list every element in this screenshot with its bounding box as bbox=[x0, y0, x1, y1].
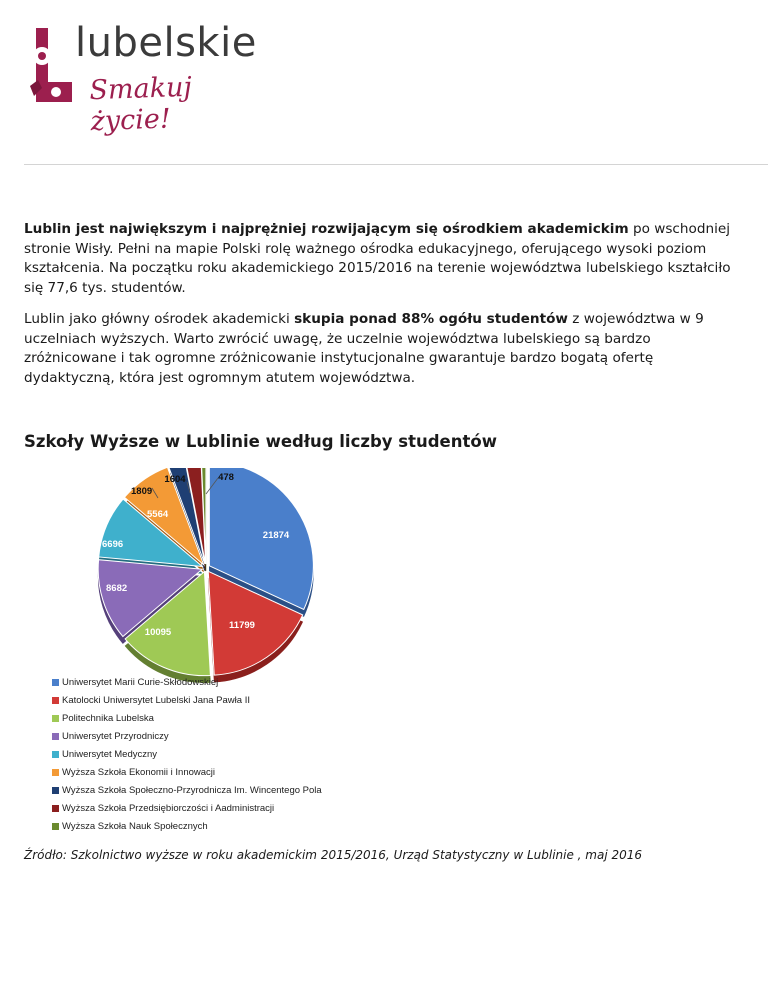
legend-swatch-4 bbox=[52, 751, 59, 758]
legend-swatch-5 bbox=[52, 769, 59, 776]
legend-swatch-6 bbox=[52, 787, 59, 794]
legend-item-0 bbox=[52, 674, 322, 692]
legend-item-5 bbox=[52, 763, 322, 781]
legend-swatch-8 bbox=[52, 823, 59, 830]
legend-item-6 bbox=[52, 781, 322, 799]
legend-item-3 bbox=[52, 728, 322, 746]
intro-text-2b: z województwa w 9 uczelniach wyższych. Warto zwrócić uwagę, że uczelnie województwa lubelskiego są bardzo zróżnicowane i tak ogromne zróżnicowanie instytucjonalne gwarantuje bardzo bogatą ofertę dydaktyczną, która jest ogromnym atutem województwa. bbox=[24, 311, 704, 386]
legend-swatch-1 bbox=[52, 697, 59, 704]
intro-highlight-2: skupia ponad 88% ogółu studentów bbox=[294, 311, 568, 327]
data-label-6: 1809 bbox=[131, 486, 153, 497]
legend-label-0: Uniwersytet Marii Curie-Skłodowskiej bbox=[62, 677, 219, 689]
data-label-1: 11799 bbox=[229, 620, 255, 631]
data-label-4: 6696 bbox=[102, 539, 124, 550]
intro-text-2a: Lublin jako główny ośrodek akademicki bbox=[24, 311, 295, 327]
logo-emblem-icon bbox=[26, 26, 74, 108]
legend-label-3: Uniwersytet Przyrodniczy bbox=[62, 731, 169, 743]
data-label-8: 478 bbox=[218, 472, 234, 483]
legend-item-7 bbox=[52, 799, 322, 817]
header-divider bbox=[24, 164, 768, 165]
logo-wordmark: lubelskie bbox=[75, 20, 257, 66]
legend-label-5: Wyższa Szkoła Ekonomii i Innowacji bbox=[62, 766, 216, 778]
legend-item-1 bbox=[52, 692, 322, 710]
intro-text-1: po wschodniej stronie Wisły. Pełni na mapie Polski rolę ważnego ośrodka edukacyjnego, oferującego wysoki poziom kształcenia. Na początku roku akademickiego 2015/2016 na terenie województwa lubelskiego kształciło się 77,6 tys. studentów. bbox=[24, 221, 731, 296]
legend-label-6: Wyższa Szkoła Społeczno-Przyrodnicza Im. Wincentego Pola bbox=[62, 784, 322, 796]
chart-legend bbox=[52, 674, 322, 835]
source-note: Źródło: Szkolnictwo wyższe w roku akademickim 2015/2016, Urząd Statystyczny w Lublinie , maj 2016 bbox=[24, 848, 643, 862]
intro-paragraph-1 bbox=[24, 220, 740, 298]
legend-label-7: Wyższa Szkoła Przedsiębiorczości i Aadministracji bbox=[62, 802, 275, 814]
legend-label-1: Katolocki Uniwersytet Lubelski Jana Pawła II bbox=[62, 695, 250, 707]
legend-label-4: Uniwersytet Medyczny bbox=[62, 749, 158, 760]
legend-item-2 bbox=[52, 710, 322, 728]
legend-swatch-2 bbox=[52, 715, 59, 722]
section-title: Szkoły Wyższe w Lublinie według liczby studentów bbox=[24, 432, 497, 451]
legend-swatch-3 bbox=[52, 733, 59, 740]
article-body bbox=[24, 220, 740, 400]
data-label-5: 5564 bbox=[147, 509, 169, 520]
legend-item-8 bbox=[52, 817, 322, 835]
data-label-0: 21874 bbox=[262, 530, 290, 541]
legend-label-2: Politechnika Lubelska bbox=[62, 713, 154, 725]
lubelskie-logo[interactable] bbox=[26, 20, 276, 138]
logo-tagline: Smakuj życie! bbox=[88, 71, 193, 138]
data-label-3: 8682 bbox=[106, 583, 128, 594]
intro-paragraph-2 bbox=[24, 310, 740, 388]
intro-highlight-1: Lublin jest największym i najprężniej rozwijającym się ośrodkiem akademickim bbox=[24, 221, 629, 237]
data-label-7: 1604 bbox=[164, 474, 186, 485]
legend-swatch-0 bbox=[52, 679, 59, 686]
legend-swatch-7 bbox=[52, 805, 59, 812]
legend-item-4 bbox=[52, 746, 322, 764]
legend-label-8: Wyższa Szkoła Nauk Społecznych bbox=[62, 820, 208, 832]
data-label-2: 10095 bbox=[144, 627, 172, 638]
page-header bbox=[0, 0, 768, 165]
